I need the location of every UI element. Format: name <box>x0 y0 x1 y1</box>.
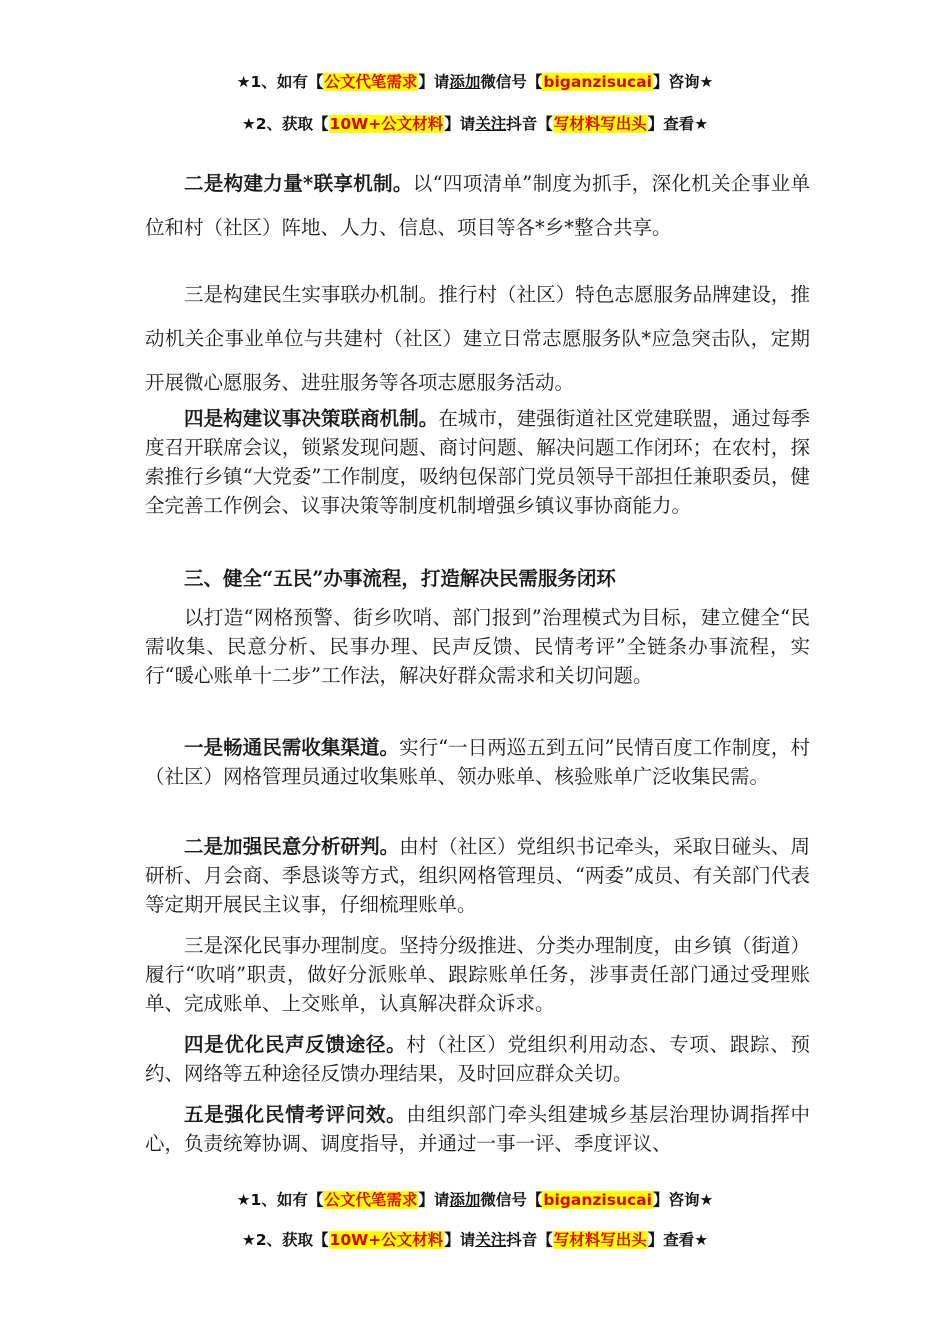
footer-banner-line-1: ★1、如有【公文代笔需求】请添加微信号【biganzisucai】咨询★ <box>236 1191 714 1209</box>
highlight-wechat-id: biganzisucai <box>543 73 652 91</box>
paragraph-1: 二是构建力量*联享机制。以“四项清单”制度为抓手，深化机关企事业单位和村（社区）阵地、人力、信息、项目等各*乡*整合共享。 <box>145 172 810 239</box>
section-heading: 三、健全“五民”办事流程，打造解决民需服务闭环 <box>184 567 616 590</box>
paragraph-8: 四是优化民声反馈途径。村（社区）党组织利用动态、专项、跟踪、预约、网络等五种途径反馈办理结果，及时回应群众关切。 <box>145 1033 810 1085</box>
paragraph-5: 一是畅通民需收集渠道。实行“一日两巡五到五问”民情百度工作制度，村（社区）网格管理员通过收集账单、领办账单、核验账单广泛收集民需。 <box>145 736 810 788</box>
highlight-materials: 10W+公文材料 <box>329 115 444 133</box>
highlight-wechat-id: biganzisucai <box>543 1191 652 1209</box>
paragraph-3: 四是构建议事决策联商机制。在城市，建强街道社区党建联盟，通过每季度召开联席会议，锁紧发现问题、商讨问题、解决问题工作闭环；在农村，探索推行乡镇“大党委”工作制度，吸纳包保部门党员领导干部担任兼职委员，健全完善工作例会、议事决策等制度机制增强乡镇议事协商能力。 <box>145 407 810 517</box>
highlight-service: 公文代笔需求 <box>324 73 418 91</box>
header-banner-line-2: ★2、获取【10W+公文材料】请关注抖音【写材料写出头】查看★ <box>241 115 709 133</box>
paragraph-6: 二是加强民意分析研判。由村（社区）党组织书记牵头，采取日碰头、周研析、月会商、季恳谈等方式，组织网格管理员、“两委”成员、有关部门代表等定期开展民主议事，仔细梳理账单。 <box>145 835 810 916</box>
highlight-service: 公文代笔需求 <box>324 1191 418 1209</box>
paragraph-4: 以打造“网格预警、街乡吹哨、部门报到”治理模式为目标，建立健全“民需收集、民意分析、民事办理、民声反馈、民情考评”全链条办事流程，实行“暖心账单十二步”工作法，解决好群众需求和关切问题。 <box>145 606 810 687</box>
paragraph-9: 五是强化民情考评问效。由组织部门牵头组建城乡基层治理协调指挥中心，负责统筹协调、调度指导，并通过一事一评、季度评议、 <box>145 1103 810 1155</box>
highlight-douyin: 写材料写出头 <box>553 115 647 133</box>
header-banner-line-1: ★1、如有【公文代笔需求】请添加微信号【biganzisucai】咨询★ <box>236 73 714 91</box>
footer-banner-line-2: ★2、获取【10W+公文材料】请关注抖音【写材料写出头】查看★ <box>241 1231 709 1249</box>
highlight-douyin: 写材料写出头 <box>553 1231 647 1249</box>
paragraph-2: 三是构建民生实事联办机制。推行村（社区）特色志愿服务品牌建设，推动机关企事业单位与共建村（社区）建立日常志愿服务队*应急突击队，定期开展微心愿服务、进驻服务等各项志愿服务活动。 <box>145 283 810 394</box>
paragraph-7: 三是深化民事办理制度。坚持分级推进、分类办理制度，由乡镇（街道）履行“吹哨”职责，做好分派账单、跟踪账单任务，涉事责任部门通过受理账单、完成账单、上交账单，认真解决群众诉求。 <box>145 934 810 1015</box>
highlight-materials: 10W+公文材料 <box>329 1231 444 1249</box>
